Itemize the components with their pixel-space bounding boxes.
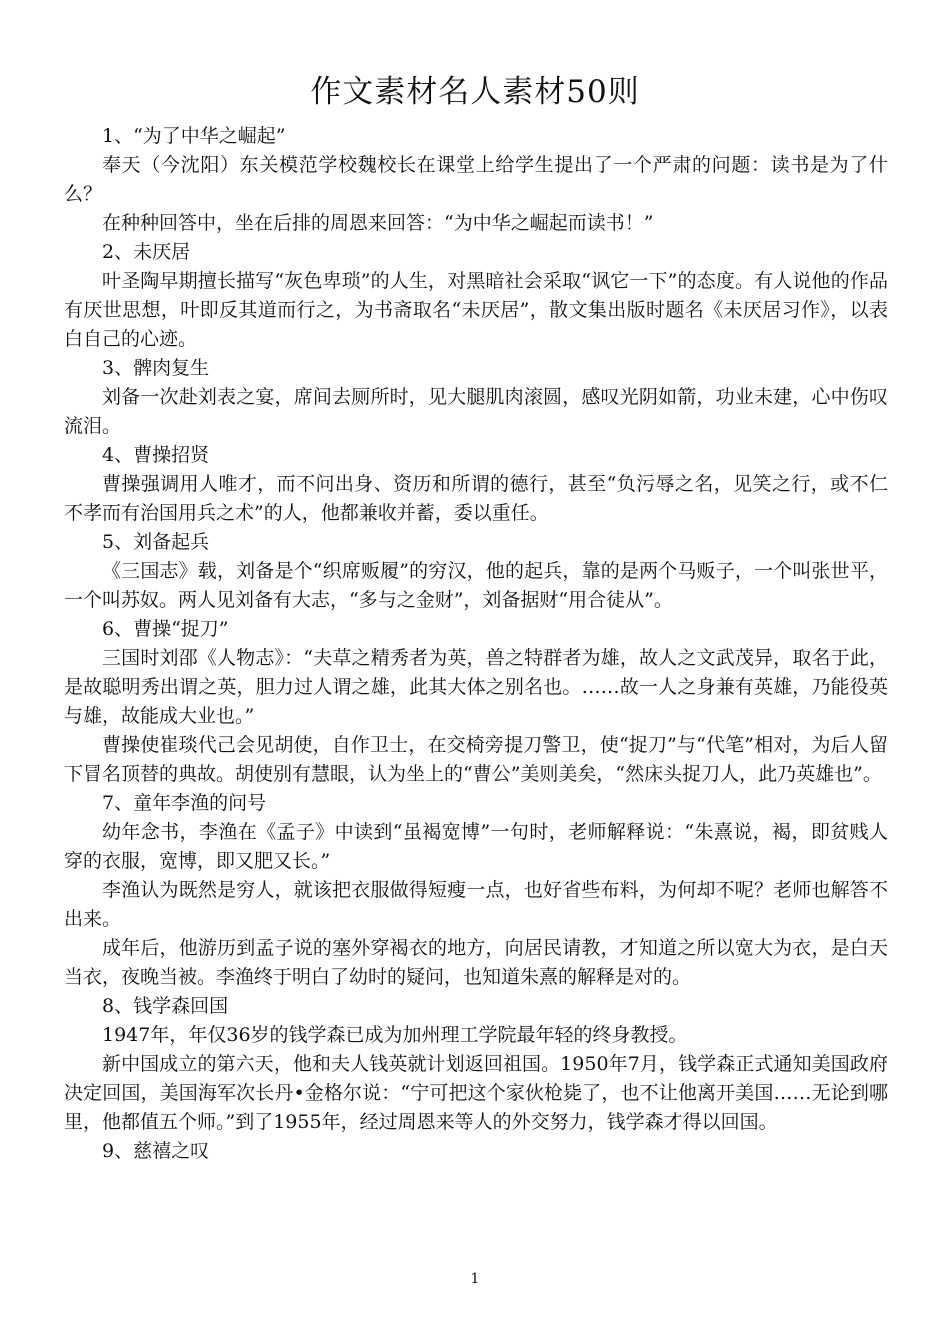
section-heading: 7、童年李渔的问号 — [102, 792, 267, 814]
body-paragraph: 成年后，他游历到孟子说的塞外穿褐衣的地方，向居民请教，才知道之所以宽大为衣，是白天当衣，夜晚当被。李渔终于明白了幼时的疑问，也知道朱熹的解释是对的。 — [64, 937, 888, 988]
section-heading: 6、曹操“捉刀” — [102, 618, 229, 640]
body-paragraph: 奉天（今沈阳）东关模范学校魏校长在课堂上给学生提出了一个严肃的问题：读书是为了什么？ — [64, 154, 888, 205]
section-heading: 5、刘备起兵 — [102, 531, 210, 553]
section-heading: 9、慈禧之叹 — [102, 1140, 210, 1162]
body-paragraph: 三国时刘邵《人物志》：“夫草之精秀者为英，兽之特群者为雄，故人之文武茂异，取名于此，是故聪明秀出谓之英，胆力过人谓之雄，此其大体之别名也。……故一人之身兼有英雄，乃能役英与雄，故能成大业也。” — [64, 647, 888, 727]
section-heading: 8、钱学森回国 — [102, 995, 229, 1017]
body-paragraph: 曹操使崔琰代己会见胡使，自作卫士，在交椅旁提刀警卫，使“捉刀”与“代笔”相对，为后人留下冒名顶替的典故。胡使别有慧眼，认为坐上的“曹公”美则美矣，“然床头捉刀人，此乃英雄也”。 — [64, 734, 888, 785]
document-body — [64, 122, 888, 1166]
body-paragraph: 《三国志》载，刘备是个“织席贩履”的穷汉，他的起兵，靠的是两个马贩子，一个叫张世平，一个叫苏奴。两人见刘备有大志，“多与之金财”，刘备据财“用合徒从”。 — [64, 560, 888, 611]
body-paragraph: 李渔认为既然是穷人，就该把衣服做得短瘦一点，也好省些布料，为何却不呢？老师也解答不出来。 — [64, 879, 888, 930]
page-number: 1 — [470, 1271, 480, 1287]
body-paragraph: 新中国成立的第六天，他和夫人钱英就计划返回祖国。1950年7月，钱学森正式通知美国政府决定回国，美国海军次长丹•金格尔说：“宁可把这个家伙枪毙了，也不让他离开美国……无论到哪里，他都值五个师。”到了1955年，经过周恩来等人的外交努力，钱学森才得以回国。 — [64, 1053, 888, 1133]
body-paragraph: 叶圣陶早期擅长描写“灰色卑琐”的人生，对黑暗社会采取“讽它一下”的态度。有人说他的作品有厌世思想，叶即反其道而行之，为书斋取名“未厌居”，散文集出版时题名《未厌居习作》，以表白自己的心迹。 — [64, 270, 888, 350]
body-paragraph: 在种种回答中，坐在后排的周恩来回答：“为中华之崛起而读书！” — [102, 212, 654, 234]
section-heading: 3、髀肉复生 — [102, 357, 210, 379]
section-heading: 2、未厌居 — [102, 241, 191, 263]
body-paragraph: 曹操强调用人唯才，而不问出身、资历和所谓的德行，甚至“负污辱之名，见笑之行，或不仁不孝而有治国用兵之术”的人，他都兼收并蓄，委以重任。 — [64, 473, 888, 524]
body-paragraph: 刘备一次赴刘表之宴，席间去厕所时，见大腿肌肉滚圆，感叹光阴如箭，功业未建，心中伤叹流泪。 — [64, 386, 888, 437]
section-heading: 1、“为了中华之崛起” — [102, 125, 286, 147]
body-paragraph: 1947年，年仅36岁的钱学森已成为加州理工学院最年轻的终身教授。 — [102, 1024, 688, 1046]
page-title: 作文素材名人素材50则 — [310, 74, 640, 110]
section-heading: 4、曹操招贤 — [102, 444, 210, 466]
body-paragraph: 幼年念书，李渔在《孟子》中读到“虽褐宽博”一句时，老师解释说：“朱熹说，褐，即贫贱人穿的衣服，宽博，即又肥又长。” — [64, 821, 888, 872]
